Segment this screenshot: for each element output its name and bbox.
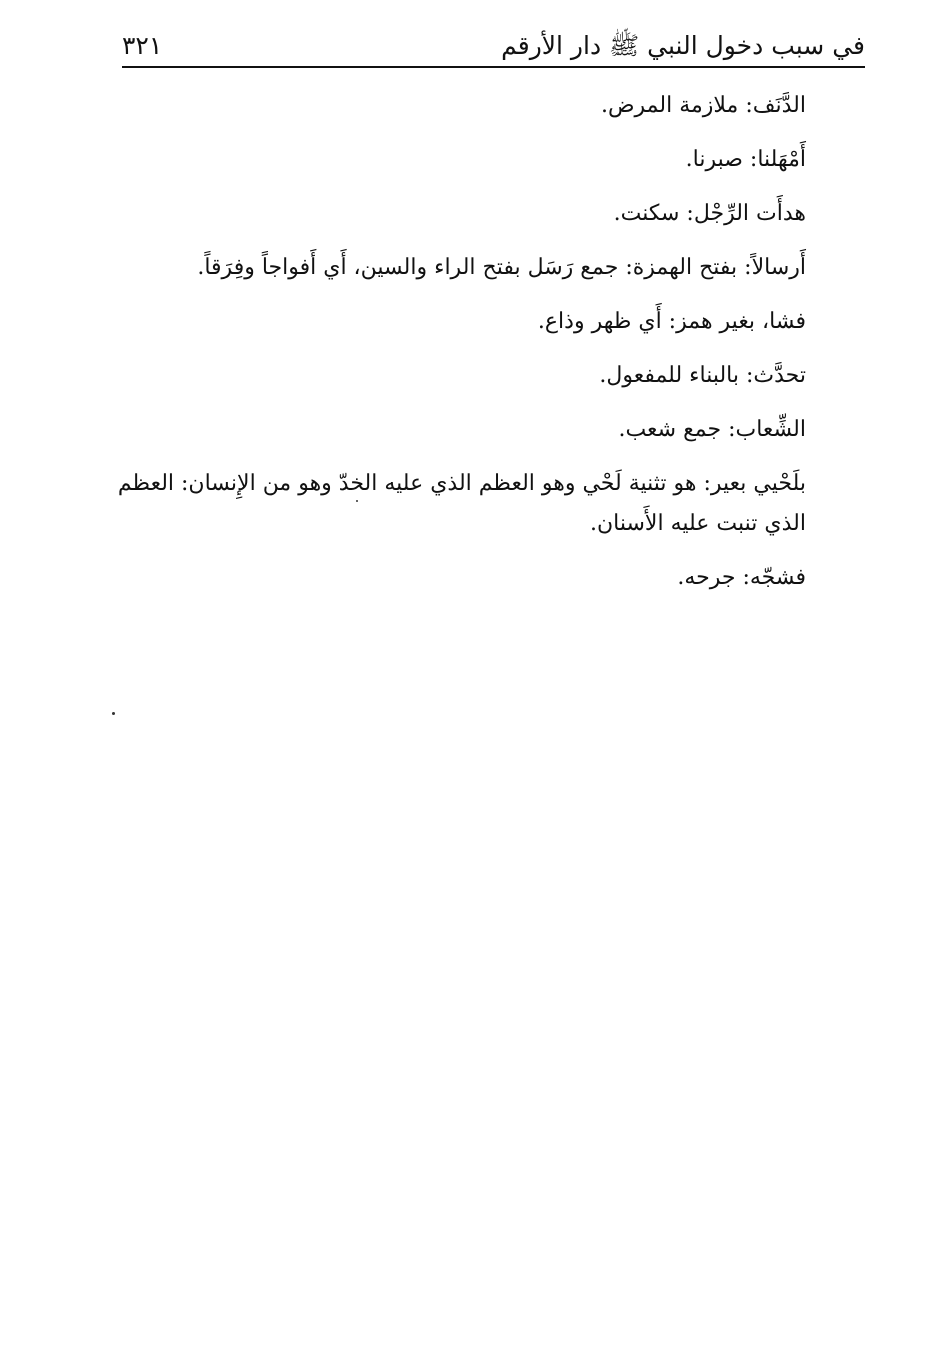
glossary-entry: هدأَت الرِّجْل: سكنت.: [613, 201, 806, 226]
glossary-entry: فشجّه: جرحه.: [677, 565, 806, 590]
glossary-entry: الشِّعاب: جمع شعب.: [618, 417, 806, 442]
glossary-entry: فشا، بغير همز: أَي ظهر وذاع.: [537, 309, 806, 334]
header-divider: [122, 66, 865, 68]
scan-speck: [356, 500, 358, 502]
running-header: [122, 22, 865, 66]
page-number: ٣٢١: [122, 31, 163, 60]
header-title: في سبب دخول النبي ﷺ دار الأرقم: [501, 31, 865, 60]
scan-speck: [112, 712, 115, 715]
glossary-list: [112, 86, 806, 598]
glossary-entry: بلَحْيي بعير: هو تثنية لَحْي وهو العظم الذي عليه الخدّ وهو من الإِنسان: العظم الذي تنبت عليه الأَسنان.: [117, 471, 806, 536]
glossary-entry: أَرسالاً: بفتح الهمزة: جمع رَسَل بفتح الراء والسين، أَي أَفواجاً وفِرَقاً.: [197, 255, 806, 280]
glossary-entry: أَمْهَلنا: صبرنا.: [685, 147, 806, 172]
glossary-entry: تحدَّث: بالبناء للمفعول.: [599, 363, 806, 388]
glossary-entry: الدَّنَف: ملازمة المرض.: [600, 93, 806, 118]
